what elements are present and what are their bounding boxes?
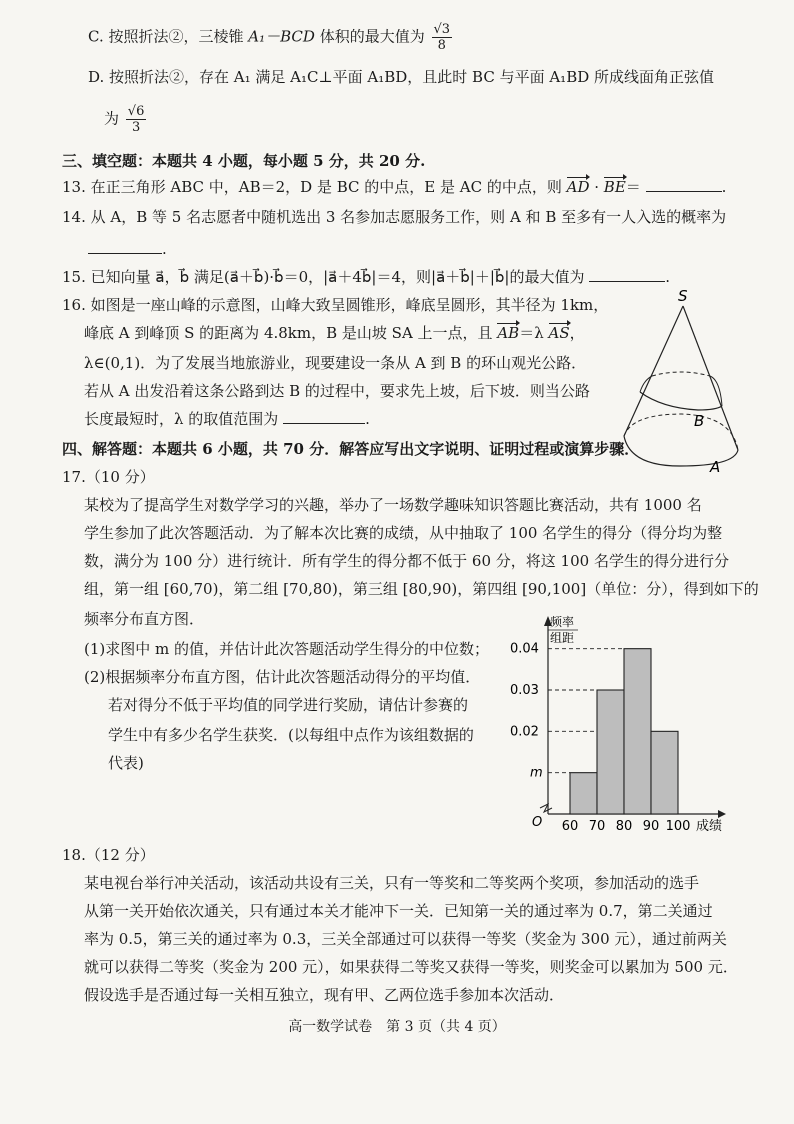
q17-sub2b: 若对得分不低于平均值的同学进行奖励，请估计参赛的 xyxy=(108,696,469,714)
answer-blank-13[interactable] xyxy=(646,177,722,192)
y-tick-label-2: 0.03 xyxy=(510,683,539,698)
vector-be: BE xyxy=(603,178,626,196)
frequency-histogram xyxy=(500,608,740,832)
q17-p4: 组，第一组 [60,70)，第二组 [70,80)，第三组 [80,90)，第四组 [90,100]（单位：分），得到如下的 xyxy=(84,580,759,598)
vector-ab: AB xyxy=(497,324,520,342)
fraction-sqrt6-over-3: $\frac{√6}{3}$ xyxy=(127,104,145,135)
question-16-line4: 若从 A 出发沿着这条公路到达 B 的过程中，要求先上坡，后下坡．则当公路 xyxy=(84,382,590,400)
x-axis-arrow xyxy=(718,810,726,818)
q18-p5: 假设选手是否通过每一关相互独立，现有甲、乙两位选手参加本次活动． xyxy=(84,986,565,1004)
y-label-bottom: 组距 xyxy=(550,631,575,645)
vector-ad: AD xyxy=(566,178,590,196)
x-tick-label-2: 80 xyxy=(615,819,633,832)
histogram-bar-2 xyxy=(624,649,651,814)
page-footer: 高一数学试卷 第 3 页（共 4 页） xyxy=(288,1019,506,1035)
label-b: B xyxy=(694,412,705,430)
x-axis-label: 成绩 xyxy=(696,819,723,832)
q17-p1: 某校为了提高学生对数学学习的兴趣，举办了一场数学趣味知识答题比赛活动，共有 1000 名 xyxy=(84,496,702,514)
y-label-top: 频率 xyxy=(550,615,575,629)
vector-as: AS xyxy=(548,324,570,342)
section-4-title: 四、解答题：本题共 6 小题，共 70 分．解答应写出文字说明、证明过程或演算步骤． xyxy=(62,440,640,458)
question-13: 13. 在正三角形 ABC 中，AB＝2，D 是 BC 的中点，E 是 AC 的中点，则 AD · BE＝ . xyxy=(62,178,727,196)
histogram-bar-3 xyxy=(651,731,678,814)
axis-break-mark xyxy=(540,804,552,812)
x-tick-label-4: 100 xyxy=(665,819,691,832)
origin-label: O xyxy=(532,815,543,830)
y-tick-label-0: m xyxy=(530,765,543,781)
label-a: A xyxy=(710,458,721,474)
x-tick-label-0: 60 xyxy=(561,819,579,832)
question-14-line2: . xyxy=(88,238,167,260)
answer-blank-15[interactable] xyxy=(589,267,665,282)
question-15: 15. 已知向量 a⃗，b⃗ 满足(a⃗＋b⃗)·b⃗＝0，|a⃗＋4b⃗|＝4，则|a⃗＋b⃗|＋|b⃗|的最大值为 . xyxy=(62,268,671,286)
x-tick-label-1: 70 xyxy=(588,819,606,832)
q18-p4: 就可以获得二等奖（奖金为 200 元），如果获得二等奖又获得一等奖，则奖金可以累加为 500 元． xyxy=(84,958,738,976)
q17-p3: 数，满分为 100 分）进行统计．所有学生的得分都不低于 60 分，将这 100 名学生的得分进行分 xyxy=(84,552,729,570)
q18-p2: 从第一关开始依次通关，只有通过本关才能冲下一关．已知第一关的通过率为 0.7，第二关通过 xyxy=(84,902,713,920)
q17-p5: 频率分布直方图． xyxy=(84,610,205,628)
question-16-line1: 16. 如图是一座山峰的示意图，山峰大致呈圆锥形，峰底呈圆形，其半径为 1km， xyxy=(62,296,609,314)
fraction-sqrt3-over-8: $\frac{√3}{8}$ xyxy=(433,22,451,53)
q17-p2: 学生参加了此次答题活动．为了解本次比赛的成绩，从中抽取了 100 名学生的得分（得分均为整 xyxy=(84,524,723,542)
question-16-line5: 长度最短时，λ 的取值范围为 . xyxy=(84,410,370,428)
question-14-line1: 14. 从 A，B 等 5 名志愿者中随机选出 3 名参加志愿服务工作，则 A 和 B 至多有一人入选的概率为 xyxy=(62,208,727,226)
q18-p1: 某电视台举行冲关活动，该活动共设有三关，只有一等奖和二等奖两个奖项，参加活动的选手 xyxy=(84,874,700,892)
q17-sub2d: 代表) xyxy=(108,754,144,772)
histogram-bar-0 xyxy=(570,773,597,814)
answer-blank-14[interactable] xyxy=(88,239,162,254)
question-17-header: 17.（10 分） xyxy=(62,468,155,486)
q17-sub1: (1)求图中 m 的值，并估计此次答题活动学生得分的中位数； xyxy=(84,640,490,658)
cone-base-front xyxy=(624,436,738,466)
answer-blank-16[interactable] xyxy=(283,409,365,424)
section-3-title: 三、填空题：本题共 4 小题，每小题 5 分，共 20 分. xyxy=(62,152,426,170)
cone-right-edge xyxy=(683,306,738,450)
y-tick-label-1: 0.02 xyxy=(510,724,539,740)
y-tick-label-3: 0.04 xyxy=(510,641,539,657)
label-s: S xyxy=(678,288,688,305)
road-back xyxy=(652,372,710,376)
x-tick-label-3: 90 xyxy=(642,819,660,832)
question-16-line2: 峰底 A 到峰顶 S 的距离为 4.8km，B 是山坡 SA 上一点，且 AB＝λ AS， xyxy=(84,324,585,342)
option-c: C. 按照折法②，三棱锥 A₁－BCD 体积的最大值为 $\frac{√3}{8}$ xyxy=(88,22,451,53)
road-front xyxy=(640,392,722,410)
q17-sub2: (2)根据频率分布直方图，估计此次答题活动得分的平均值． xyxy=(84,668,481,686)
question-18-header: 18.（12 分） xyxy=(62,846,155,864)
option-d-line2: 为 $\frac{√6}{3}$ xyxy=(104,104,145,135)
q18-p3: 率为 0.5，第三关的通过率为 0.3，三关全部通过可以获得一等奖（奖金为 300 元），通过前两关 xyxy=(84,930,727,948)
question-16-line3: λ∈(0,1)．为了发展当地旅游业，现要建设一条从 A 到 B 的环山观光公路． xyxy=(84,354,587,372)
option-d-line1: D. 按照折法②，存在 A₁ 满足 A₁C⊥平面 A₁BD，且此时 BC 与平面 A₁BD 所成线面角正弦值 xyxy=(88,68,715,86)
q17-sub2c: 学生中有多少名学生获奖．(以每组中点作为该组数据的 xyxy=(108,726,474,744)
histogram-bar-1 xyxy=(597,690,624,814)
cone-base-back xyxy=(624,414,738,450)
